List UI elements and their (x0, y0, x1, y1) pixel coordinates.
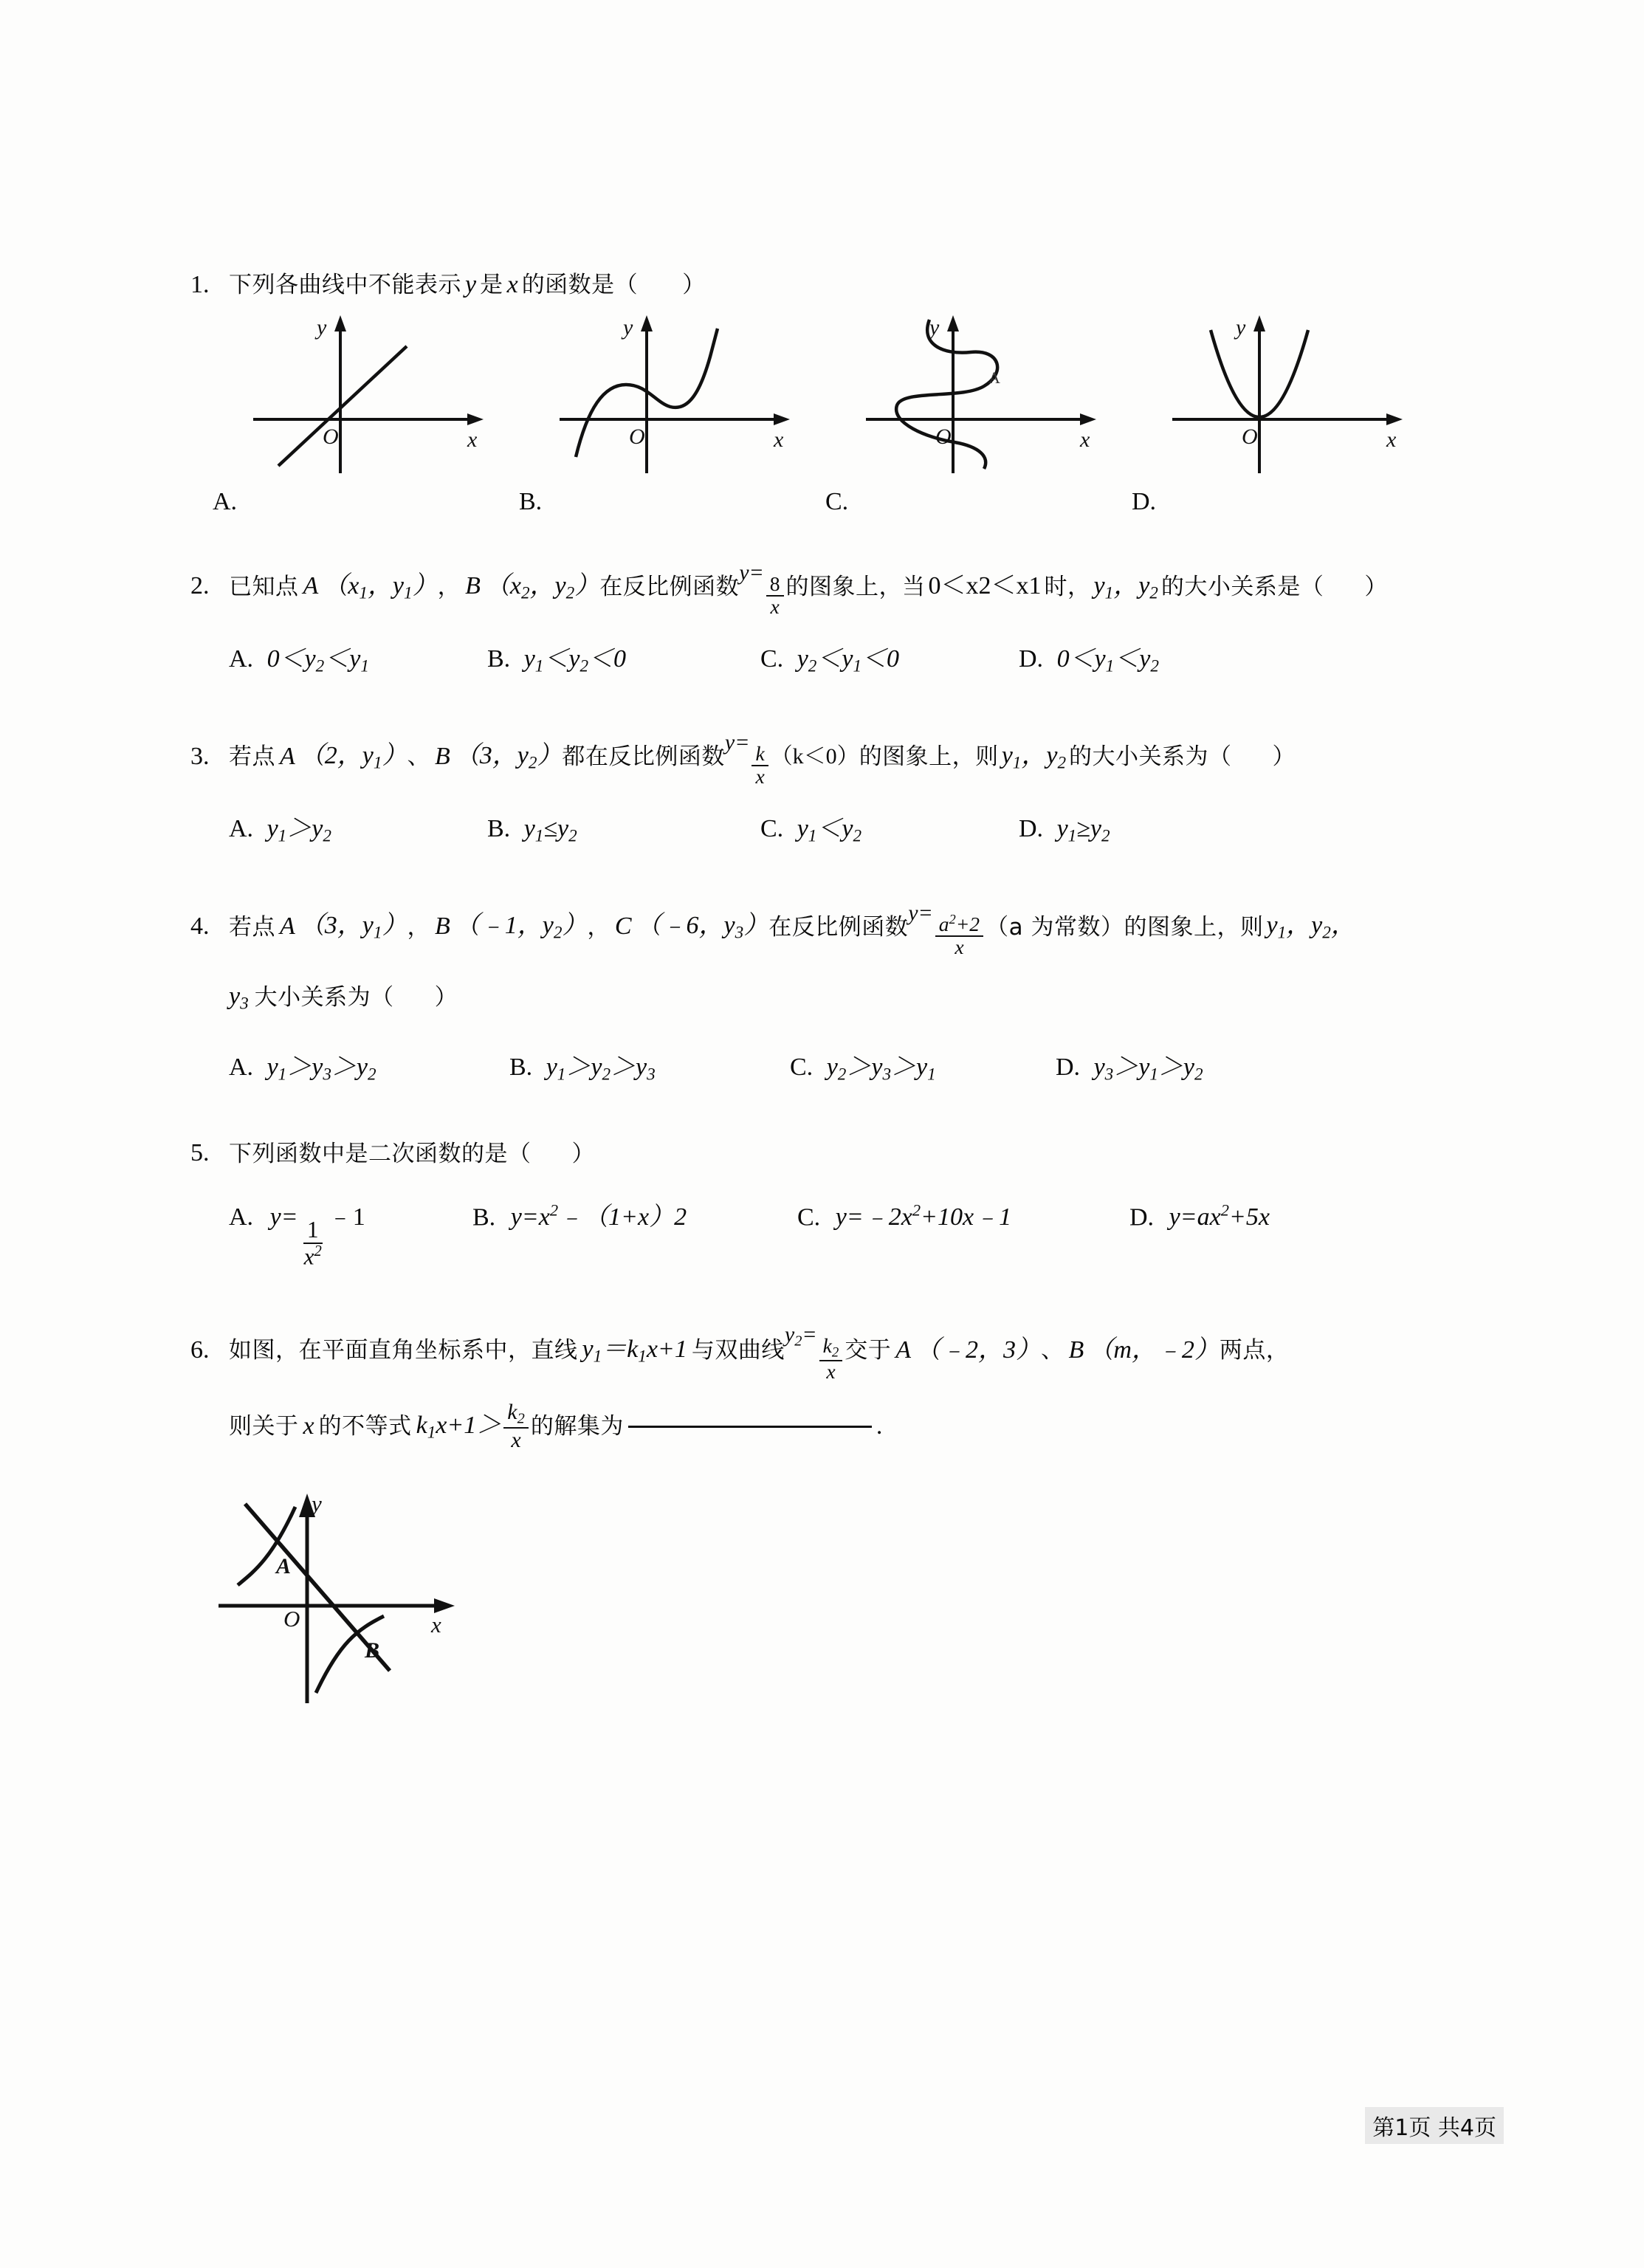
question-2-choice-a[interactable] (229, 640, 487, 680)
question-2-choice-c-label: C. (760, 645, 784, 673)
question-5-choice-a-denominator: $x^2$ (303, 1243, 322, 1270)
question-1 (190, 266, 1445, 534)
question-3-formula (725, 726, 771, 788)
page-footer: 第1页 共4页 (1365, 2107, 1504, 2144)
question-2-formula-fraction (766, 571, 784, 618)
question-4-choice-c-value: $y_2>y_3>y_1$ (826, 1053, 936, 1085)
question-1-number: 1. (190, 271, 210, 298)
question-4-point-a: A (280, 913, 295, 941)
question-2-coord-a: （$x_1$，$y_1$） (323, 571, 438, 603)
question-4-coord-c: （﹣6，$y_3$） (636, 912, 769, 943)
question-2-choices (190, 640, 1445, 680)
question-3-choices (190, 810, 1445, 850)
question-5-choice-b[interactable] (472, 1198, 797, 1269)
svg-text:x: x (431, 1611, 441, 1638)
question-6-line2-text-2: 的不等式 (318, 1413, 412, 1440)
graph-a-svg (246, 312, 497, 482)
question-6-text-3: 交于 (845, 1337, 892, 1364)
question-6-point-b: B (1068, 1336, 1084, 1364)
svg-text:O: O (1242, 424, 1258, 449)
question-6-separator: 、 (1041, 1337, 1065, 1364)
question-4-stem-line-1 (190, 896, 1445, 958)
svg-text:x: x (1386, 427, 1397, 452)
question-6-line2-fraction (503, 1401, 529, 1452)
question-6-coord-b: （m，﹣2） (1088, 1336, 1220, 1364)
question-4-choice-b-value: $y_1>y_2>y_3$ (546, 1053, 656, 1085)
question-5-choice-a-tail: ﹣1 (327, 1203, 365, 1231)
question-4-text-3: 的图象上，则 (1124, 913, 1264, 941)
question-6-point-a: A (895, 1336, 912, 1364)
svg-text:B: B (365, 1638, 380, 1663)
question-4-coord-b: （﹣1，$y_2$） (454, 912, 588, 943)
question-5 (190, 1134, 1445, 1269)
question-6-formula-denominator: x (826, 1360, 836, 1384)
question-2-text-6: ） (1364, 573, 1388, 600)
question-3-point-a: A (280, 742, 295, 770)
question-4-choice-d-value: $y_3>y_1>y_2$ (1093, 1053, 1203, 1085)
question-6-stem-line-2 (190, 1401, 1445, 1452)
question-3-coord-b: （3，$y_2$） (454, 742, 563, 773)
question-4-choice-a-value: $y_1>y_3>y_2$ (266, 1053, 376, 1085)
question-6-text-1: 如图，在平面直角坐标系中，直线 (229, 1337, 578, 1364)
question-1-figure-a (213, 312, 501, 526)
question-2-choice-d[interactable] (1019, 640, 1159, 680)
question-5-number: 5. (190, 1139, 210, 1167)
question-3-choice-b-value: $y_1\le y_2$ (523, 815, 577, 846)
svg-text:x: x (774, 427, 784, 452)
question-2-choice-c[interactable] (760, 640, 1019, 680)
question-4-coord-a: （3，$y_1$） (299, 912, 407, 943)
svg-text:O: O (629, 424, 645, 449)
question-5-choice-d-label: D. (1129, 1203, 1155, 1231)
question-2-separator: ， (437, 573, 461, 600)
question-6-line2-denominator: x (511, 1428, 521, 1453)
question-2-text-5: 的大小关系是（ (1160, 573, 1324, 600)
question-3-choice-b[interactable] (487, 810, 760, 850)
question-2-inequality: 0＜x2＜x1 (928, 572, 1042, 600)
question-3 (190, 726, 1445, 850)
question-4-text-1: 若点 (229, 913, 275, 941)
question-4-choice-b[interactable] (509, 1048, 790, 1088)
question-3-formula-numerator: k (752, 743, 768, 766)
question-2-coord-b: （$x_2$，$y_2$） (484, 571, 600, 603)
question-1-figure-c-label: C. (825, 488, 849, 515)
question-3-formula-fraction (752, 743, 768, 788)
question-4-formula-numerator: $a^2+2$ (935, 913, 983, 937)
question-4-separator-2: ， (587, 913, 611, 941)
question-6-line2-text-1: 则关于 (229, 1413, 299, 1440)
question-2-choice-d-value: $0<y_1<y_2$ (1056, 645, 1159, 676)
question-3-point-b: B (434, 742, 450, 770)
svg-text:O: O (935, 424, 952, 449)
question-5-choice-a[interactable] (229, 1198, 472, 1269)
question-3-separator: 、 (407, 743, 430, 771)
question-3-choice-d-label: D. (1019, 815, 1044, 843)
question-6-coord-a: （﹣2，3） (915, 1336, 1042, 1364)
question-5-choice-d-value: $y=ax^2+5x$ (1169, 1200, 1270, 1231)
question-2-choice-b-label: B. (487, 645, 511, 673)
svg-text:y: y (312, 1490, 322, 1516)
question-5-choice-b-value: $y=x^2﹣(1+x)2$ (510, 1200, 687, 1231)
question-1-figure-row (190, 312, 1445, 534)
svg-text:x: x (467, 427, 478, 452)
question-1-figure-a-label: A. (213, 488, 238, 515)
question-5-choice-c-value: $y=﹣2x^2+10x﹣1$ (835, 1200, 1012, 1231)
question-2-text-3: 的图象上，当 (785, 573, 926, 600)
graph-b-svg (552, 312, 803, 482)
svg-text:y: y (1236, 315, 1246, 340)
question-3-stem (190, 726, 1445, 788)
question-6-line2-var-x: x (303, 1412, 314, 1440)
question-1-text-3: 的函数是（ (521, 272, 639, 299)
question-4-text-5: ） (434, 983, 458, 1011)
question-6-answer-blank[interactable] (628, 1426, 872, 1428)
question-5-choice-a-value (260, 1203, 365, 1270)
svg-text:y: y (929, 315, 940, 340)
question-3-text-1: 若点 (229, 743, 275, 771)
question-4-choice-b-label: B. (509, 1053, 533, 1081)
question-1-figure-b-label: B. (519, 488, 543, 515)
question-3-choice-b-label: B. (487, 815, 511, 843)
question-6-formula-lhs: $y_2=$ (784, 1322, 817, 1350)
question-2-choice-b-value: $y_1<y_2<0$ (523, 645, 626, 676)
question-3-formula-lhs: y= (724, 730, 750, 755)
question-5-choice-a-label: A. (229, 1203, 254, 1231)
question-4-condition: （a 为常数） (986, 913, 1124, 941)
question-2-formula-lhs: y= (739, 560, 764, 585)
question-6-figure (213, 1482, 523, 1725)
question-5-choice-b-label: B. (472, 1203, 496, 1231)
question-2-choice-a-label: A. (229, 645, 254, 673)
question-3-formula-denominator: x (755, 765, 765, 788)
svg-text:A: A (988, 368, 1000, 387)
question-2-choice-d-label: D. (1019, 645, 1044, 673)
question-2-stem (190, 556, 1445, 618)
question-6-formula-numerator: $k_2$ (819, 1336, 843, 1361)
question-4-choice-d-label: D. (1056, 1053, 1081, 1081)
question-3-choice-a[interactable] (229, 810, 487, 850)
svg-text:y: y (317, 315, 327, 340)
question-3-choice-a-value: $y_1>y_2$ (266, 815, 331, 846)
question-5-text-2: ） (571, 1140, 595, 1167)
svg-text:O: O (323, 424, 339, 449)
question-5-choices (190, 1198, 1445, 1269)
question-3-choice-d-value: $y_1\ge y_2$ (1056, 815, 1110, 846)
page-content (190, 266, 1445, 1725)
question-4-choices (190, 1048, 1445, 1088)
question-6-text-4: 两点， (1219, 1337, 1290, 1364)
question-1-figure-d-label: D. (1132, 488, 1157, 515)
question-2-formula (739, 556, 785, 618)
question-3-choice-c-value: $y_1<y_2$ (797, 815, 861, 846)
question-4-formula-lhs: y= (908, 900, 933, 925)
question-5-choice-a-lhs: y= (269, 1203, 298, 1231)
question-1-stem (190, 266, 1445, 305)
question-4-formula (908, 896, 986, 958)
question-4-vars-line-2: $y_3$ (229, 982, 249, 1014)
question-6-line2-inequality: $k_1x+1>$ (416, 1411, 502, 1443)
question-2-text-4: 时， (1044, 573, 1091, 600)
graph-d-svg (1165, 312, 1416, 482)
question-5-choice-a-fraction (300, 1218, 326, 1269)
question-1-text-4: ） (682, 272, 706, 299)
question-6-line2-end: . (876, 1412, 883, 1440)
question-2-point-a: A (303, 572, 319, 600)
question-3-number: 3. (190, 742, 210, 770)
question-2-text-2: 在反比例函数 (599, 573, 740, 600)
question-4-choice-c[interactable] (790, 1048, 1056, 1088)
question-6-number: 6. (190, 1336, 210, 1364)
question-1-figure-b (519, 312, 807, 526)
question-3-choice-c-label: C. (760, 815, 784, 843)
question-3-condition: （k＜0） (770, 743, 859, 769)
question-6 (190, 1318, 1445, 1725)
question-6-graph-svg (213, 1482, 508, 1718)
question-2-choice-b[interactable] (487, 640, 760, 680)
question-4-vars: $y_1$，$y_2$， (1266, 912, 1356, 943)
question-6-stem-line-1 (190, 1318, 1445, 1383)
question-6-line-equation: $y_1=k_1x+1$ (582, 1336, 687, 1367)
question-5-choice-d[interactable] (1129, 1198, 1270, 1269)
question-2-formula-numerator: 8 (766, 574, 784, 597)
question-4 (190, 896, 1445, 1089)
svg-text:A: A (276, 1553, 292, 1578)
question-2-formula-denominator: x (770, 594, 780, 618)
question-4-formula-fraction (935, 913, 983, 958)
question-4-choice-d[interactable] (1056, 1048, 1203, 1088)
question-6-line2-numerator: $k_2$ (503, 1401, 529, 1429)
question-3-coord-a: （2，$y_1$） (299, 742, 407, 773)
svg-text:O: O (283, 1605, 300, 1632)
question-3-choice-c[interactable] (760, 810, 1019, 850)
question-3-text-4: 的大小关系为（ (1069, 743, 1232, 771)
question-5-choice-a-numerator: 1 (303, 1218, 323, 1244)
question-1-var-x: x (506, 271, 518, 298)
question-3-choice-a-label: A. (229, 815, 254, 843)
question-6-line2-text-3: 的解集为 (530, 1413, 624, 1440)
question-2-number: 2. (190, 572, 210, 600)
question-1-text-1: 下列各曲线中不能表示 (229, 272, 461, 299)
question-1-figure-d (1132, 312, 1420, 526)
question-6-formula (785, 1318, 845, 1383)
question-3-text-5: ） (1272, 743, 1296, 771)
question-2-choice-c-value: $y_2<y_1<0$ (797, 645, 899, 676)
question-5-stem (190, 1134, 1445, 1173)
question-4-point-b: B (434, 913, 450, 941)
question-4-number: 4. (190, 913, 210, 941)
question-2-text-1: 已知点 (229, 573, 299, 600)
question-4-separator-1: ， (407, 913, 430, 941)
question-4-point-c: C (614, 913, 632, 941)
question-5-text-1: 下列函数中是二次函数的是（ (229, 1140, 532, 1167)
question-4-text-2: 在反比例函数 (768, 913, 909, 941)
question-4-text-4: 大小关系为（ (254, 983, 394, 1011)
question-2-vars: $y_1$，$y_2$ (1093, 571, 1158, 603)
question-5-choice-c[interactable] (797, 1198, 1129, 1269)
question-3-choice-d[interactable] (1019, 810, 1110, 850)
question-2-choice-a-value: $0<y_2<y_1$ (266, 645, 369, 676)
question-1-figure-c (825, 312, 1113, 526)
question-4-choice-a-label: A. (229, 1053, 254, 1081)
question-6-text-2: 与双曲线 (691, 1337, 785, 1364)
svg-text:y: y (623, 315, 633, 340)
graph-c-svg (859, 312, 1110, 482)
question-4-formula-denominator: x (955, 935, 964, 958)
question-3-text-3: 的图象上，则 (859, 743, 999, 771)
question-2-point-b: B (465, 572, 481, 600)
question-5-choice-c-label: C. (797, 1203, 821, 1231)
question-4-choice-a[interactable] (229, 1048, 509, 1088)
question-2 (190, 556, 1445, 680)
question-1-var-y: y (465, 271, 477, 298)
svg-text:x: x (1080, 427, 1090, 452)
question-1-text-2: 是 (480, 272, 503, 299)
question-3-text-2: 都在反比例函数 (562, 743, 725, 771)
question-4-stem-line-2 (190, 977, 1445, 1017)
question-4-choice-c-label: C. (790, 1053, 814, 1081)
question-6-formula-fraction (819, 1336, 843, 1383)
question-3-vars: $y_1$，$y_2$ (1001, 742, 1066, 773)
